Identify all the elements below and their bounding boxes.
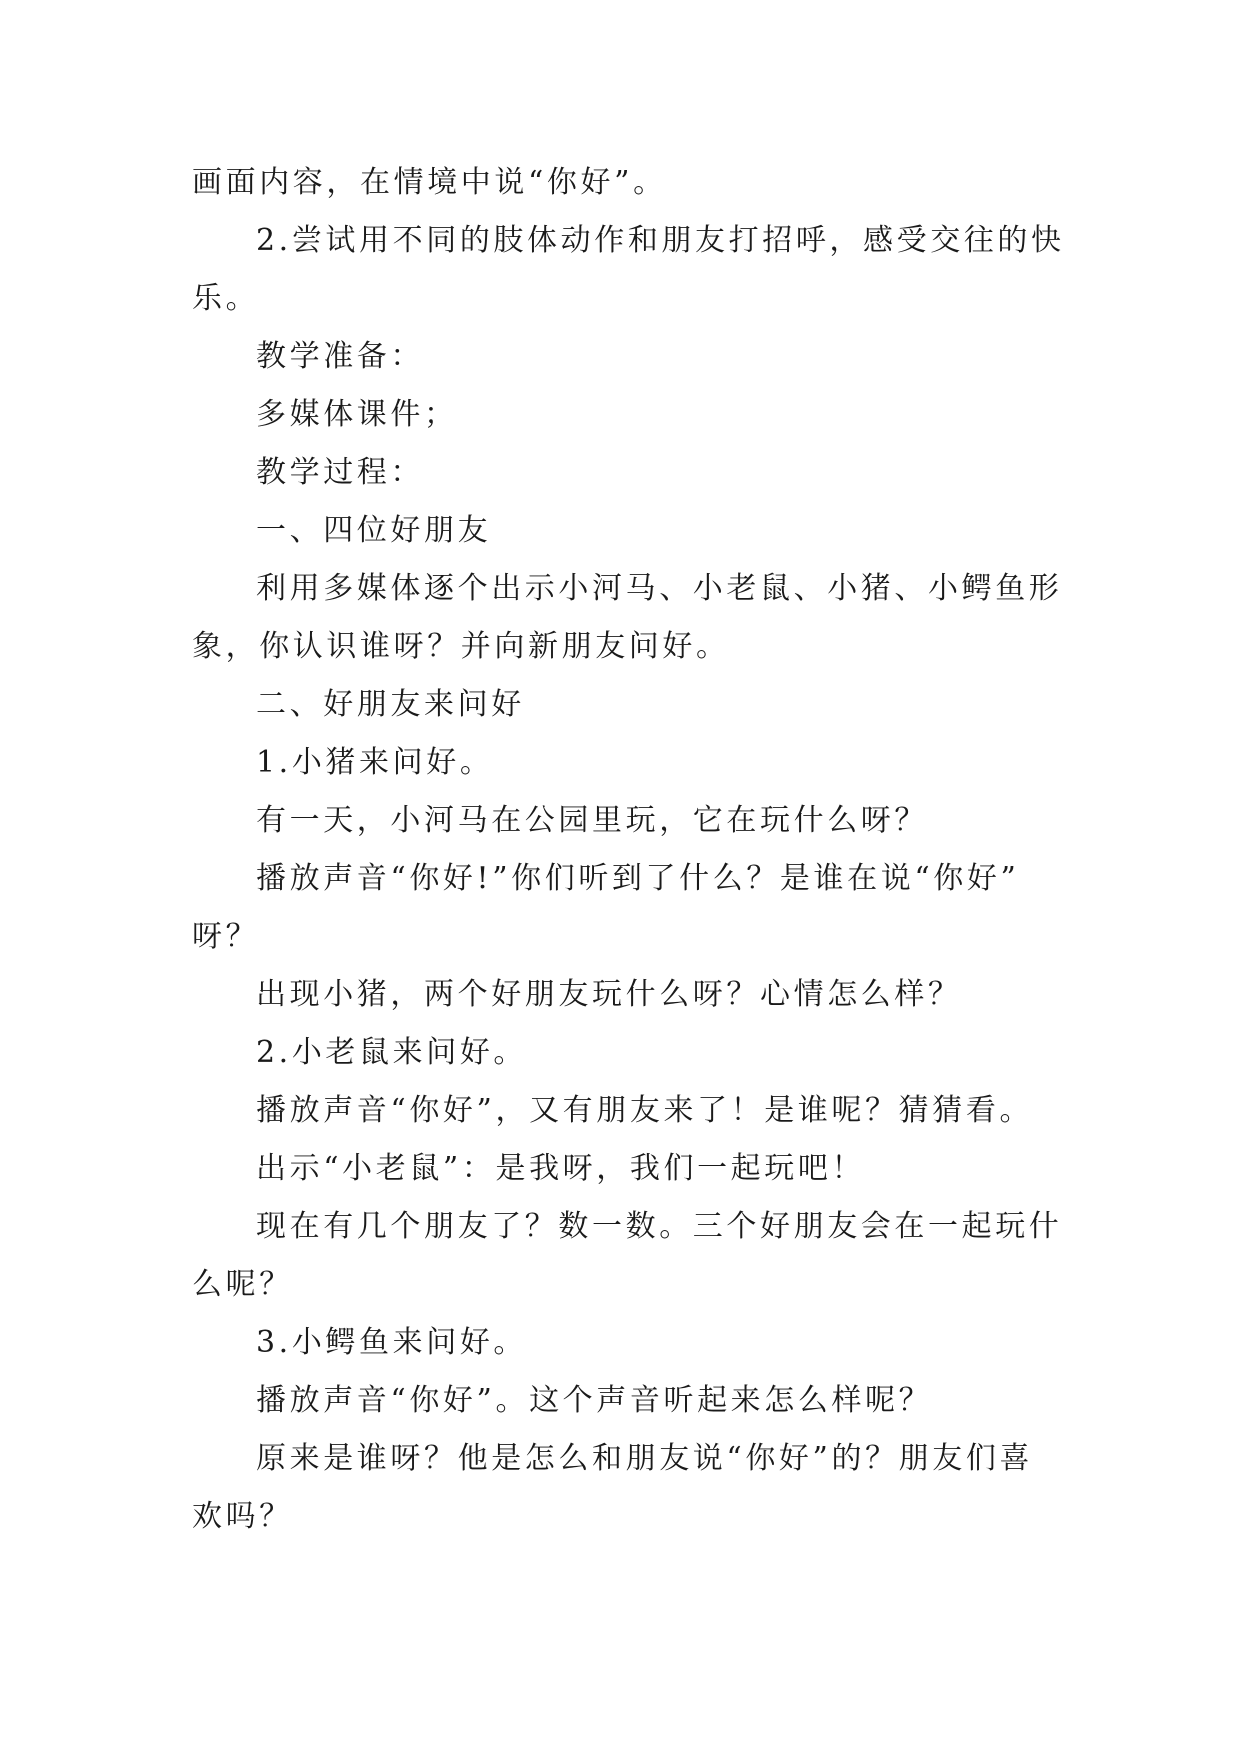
text-line: 乐。: [192, 281, 260, 316]
text-line: 原来是谁呀？他是怎么和朋友说“你好”的？朋友们喜: [256, 1441, 1034, 1476]
text-line: 呀？: [192, 919, 260, 954]
text-line: 出示“小老鼠”：是我呀，我们一起玩吧！: [256, 1151, 866, 1186]
section-heading: 教学准备：: [256, 339, 424, 374]
text-line: 出现小猪，两个好朋友玩什么呀？心情怎么样？: [256, 977, 962, 1012]
text-line: 象，你认识谁呀？并向新朋友问好。: [192, 629, 730, 664]
document-page: [192, 154, 1065, 1546]
text-line: 画面内容，在情境中说“你好”。: [192, 165, 667, 200]
text-line: 多媒体课件；: [256, 397, 458, 432]
text-line: 播放声音“你好”。这个声音听起来怎么样呢？: [256, 1383, 933, 1418]
section-heading: 教学过程：: [256, 455, 424, 490]
subsection-heading: 3.小鳄鱼来问好。: [256, 1325, 528, 1360]
text-line: 有一天，小河马在公园里玩，它在玩什么呀？: [256, 803, 928, 838]
text-line: 2.尝试用不同的肢体动作和朋友打招呼，感受交往的快: [256, 223, 1065, 258]
text-line: 播放声音“你好!”你们听到了什么？是谁在说“你好”: [256, 861, 1020, 896]
text-line: 利用多媒体逐个出示小河马、小老鼠、小猪、小鳄鱼形: [256, 571, 1063, 606]
text-line: 欢吗？: [192, 1499, 293, 1534]
subsection-heading: 2.小老鼠来问好。: [256, 1035, 528, 1070]
subsection-heading: 1.小猪来问好。: [256, 745, 494, 780]
text-line: 么呢？: [192, 1267, 293, 1302]
text-line: 播放声音“你好”，又有朋友来了！是谁呢？猜猜看。: [256, 1093, 1034, 1128]
section-heading: 二、好朋友来问好: [256, 687, 525, 722]
text-line: 现在有几个朋友了？数一数。三个好朋友会在一起玩什: [256, 1209, 1063, 1244]
section-heading: 一、四位好朋友: [256, 513, 492, 548]
